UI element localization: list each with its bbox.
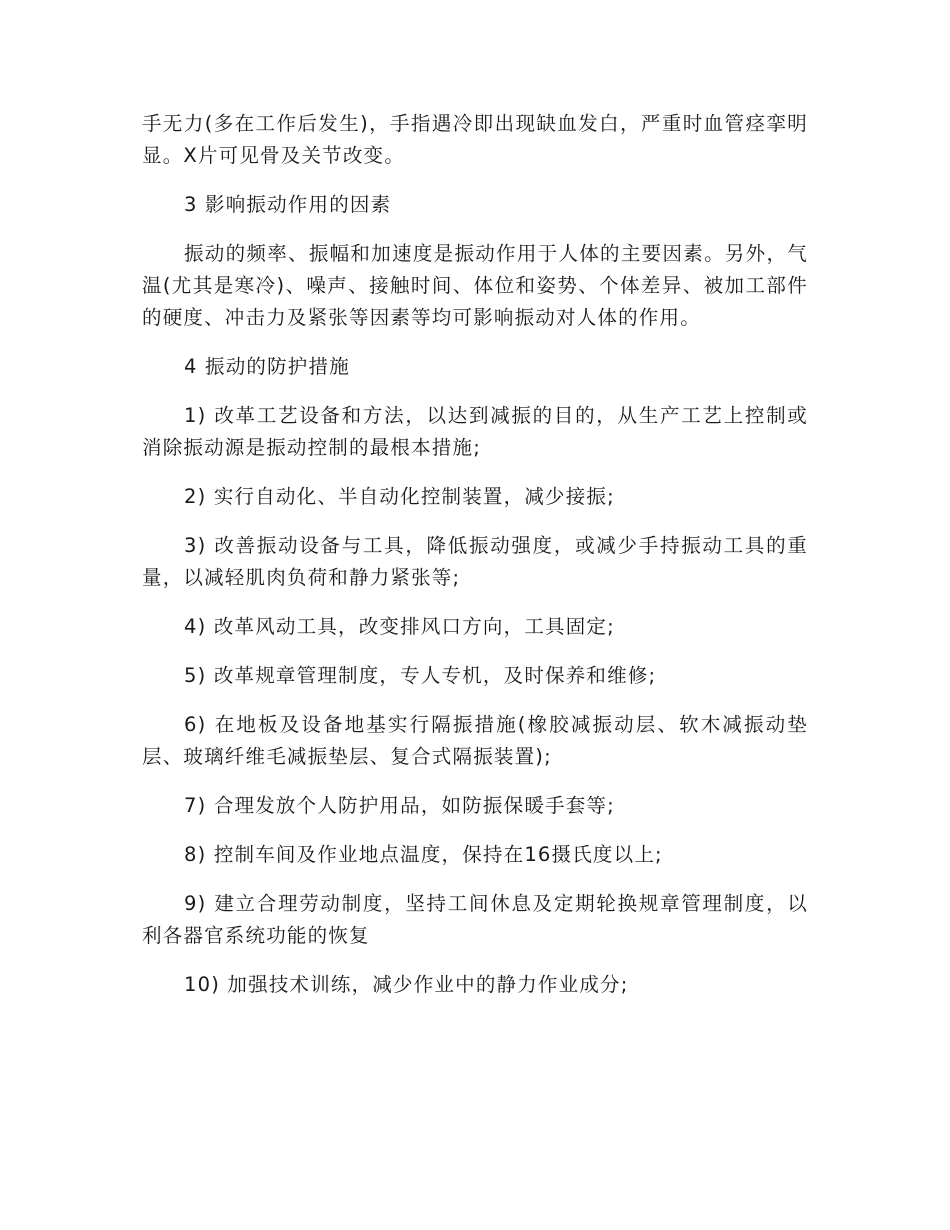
measure-item-8: 8) 控制车间及作业地点温度，保持在16摄氏度以上; bbox=[184, 843, 663, 866]
measure-item-2: 2) 实行自动化、半自动化控制装置，减少接振; bbox=[184, 485, 615, 508]
measure-item-10: 10) 加强技术训练，减少作业中的静力作业成分; bbox=[184, 973, 629, 996]
measure-item-7: 7) 合理发放个人防护用品，如防振保暖手套等; bbox=[184, 794, 615, 817]
measure-item-9: 9) 建立合理劳动制度，坚持工间休息及定期轮换规章管理制度，以利各器官系统功能的恢复 bbox=[142, 892, 808, 947]
measure-item-4: 4) 改革风动工具，改变排风口方向，工具固定; bbox=[184, 615, 615, 638]
section-3-paragraph: 振动的频率、振幅和加速度是振动作用于人体的主要因素。另外，气温(尤其是寒冷)、噪声、接触时间、体位和姿势、个体差异、被加工部件的硬度、冲击力及紧张等因素等均可影响振动对人体的作用。 bbox=[142, 242, 808, 329]
measure-item-3: 3) 改善振动设备与工具，降低振动强度，或减少手持振动工具的重量，以减轻肌肉负荷和静力紧张等; bbox=[142, 534, 808, 589]
section-4-heading: 4 振动的防护措施 bbox=[184, 355, 350, 378]
measure-item-5: 5) 改革规章管理制度，专人专机，及时保养和维修; bbox=[184, 664, 657, 687]
measure-item-1: 1) 改革工艺设备和方法，以达到减振的目的，从生产工艺上控制或消除振动源是振动控制的最根本措施; bbox=[142, 404, 808, 459]
document-body bbox=[142, 108, 808, 1018]
continuation-paragraph: 手无力(多在工作后发生)，手指遇冷即出现缺血发白，严重时血管痉挛明显。X片可见骨及关节改变。 bbox=[142, 112, 808, 167]
section-3-heading: 3 影响振动作用的因素 bbox=[184, 193, 392, 216]
measure-item-6: 6) 在地板及设备地基实行隔振措施(橡胶减振动层、软木减振动垫层、玻璃纤维毛减振垫层、复合式隔振装置); bbox=[142, 713, 808, 768]
